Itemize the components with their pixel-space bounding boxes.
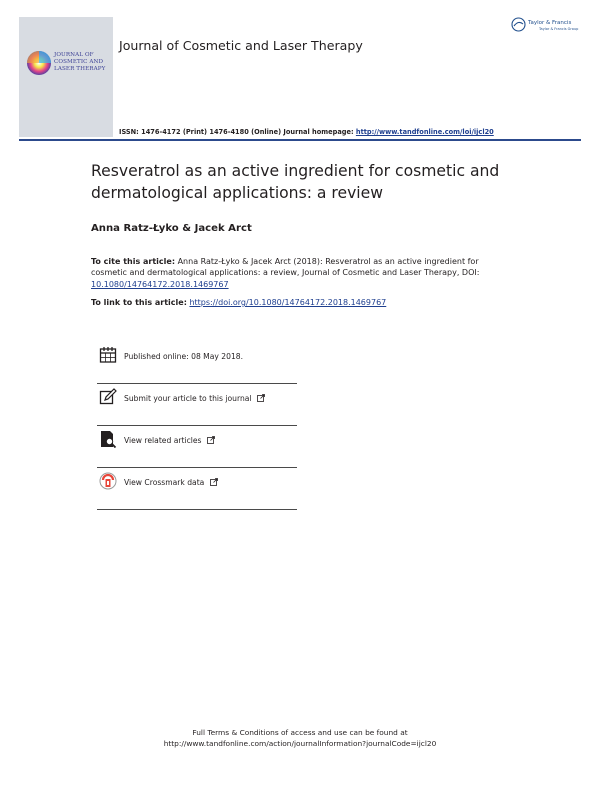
external-link-icon (207, 436, 215, 444)
submit-article-link[interactable] (124, 394, 265, 403)
publisher-sub: Taylor & Francis Group (539, 27, 579, 31)
edit-icon (99, 388, 117, 406)
published-online-row (97, 342, 297, 384)
journal-logo-icon (25, 49, 53, 77)
crossmark-icon (99, 472, 117, 490)
article-title: Resveratrol as an active ingredient for cosmetic and dermatological applications: a review (91, 162, 500, 202)
publisher-logo[interactable] (511, 17, 581, 37)
crossmark-row[interactable] (97, 468, 297, 510)
issn-line (119, 128, 494, 136)
publisher-name: Taylor & Francis (528, 20, 572, 26)
published-online-text: Published online: 08 May 2018. (124, 352, 244, 361)
crossmark-link[interactable] (124, 478, 218, 487)
journal-homepage-link[interactable]: http://www.tandfonline.com/loi/ijcl20 (355, 128, 494, 136)
footer-journal-link[interactable]: http://www.tandfonline.com/action/journalInformation?journalCode=ijcl20 (163, 739, 437, 748)
citation-block (91, 256, 516, 290)
issn-text: ISSN: 1476-4172 (Print) 1476-4180 (Online) Journal homepage: (119, 128, 354, 136)
external-link-icon (257, 394, 265, 402)
journal-cover-logo (19, 17, 113, 137)
crossmark-label: View Crossmark data (124, 478, 205, 487)
document-search-icon (99, 430, 117, 448)
cite-label: To cite this article: (91, 257, 176, 266)
submit-article-row[interactable] (97, 384, 297, 426)
header-divider (19, 139, 581, 141)
related-articles-link[interactable] (124, 436, 215, 445)
submit-article-label: Submit your article to this journal (124, 394, 252, 403)
article-link-line (91, 298, 386, 307)
journal-logo-text: JOURNAL OF COSMETIC AND LASER THERAPY (54, 52, 106, 72)
related-articles-row[interactable] (97, 426, 297, 468)
article-actions (97, 342, 297, 510)
publisher-logo-icon (511, 17, 526, 32)
related-articles-label: View related articles (124, 436, 202, 445)
external-link-icon (210, 478, 218, 486)
doi-link[interactable]: 10.1080/14764172.2018.1469767 (91, 279, 229, 289)
article-authors: Anna Ratz-Łyko & Jacek Arct (91, 223, 252, 234)
link-label: To link to this article: (91, 298, 187, 307)
calendar-icon (99, 346, 117, 364)
footer (0, 727, 600, 749)
article-url-link[interactable]: https://doi.org/10.1080/14764172.2018.1469767 (189, 298, 387, 307)
journal-title: Journal of Cosmetic and Laser Therapy (119, 38, 363, 53)
cite-text: Anna Ratz-Łyko & Jacek Arct (2018): Resveratrol as an active ingredient for cosmetic and dermatological applications: a review, Journal of Cosmetic and Laser Therapy, DOI: (91, 257, 480, 278)
footer-terms-text: Full Terms & Conditions of access and use can be found at (192, 728, 408, 737)
